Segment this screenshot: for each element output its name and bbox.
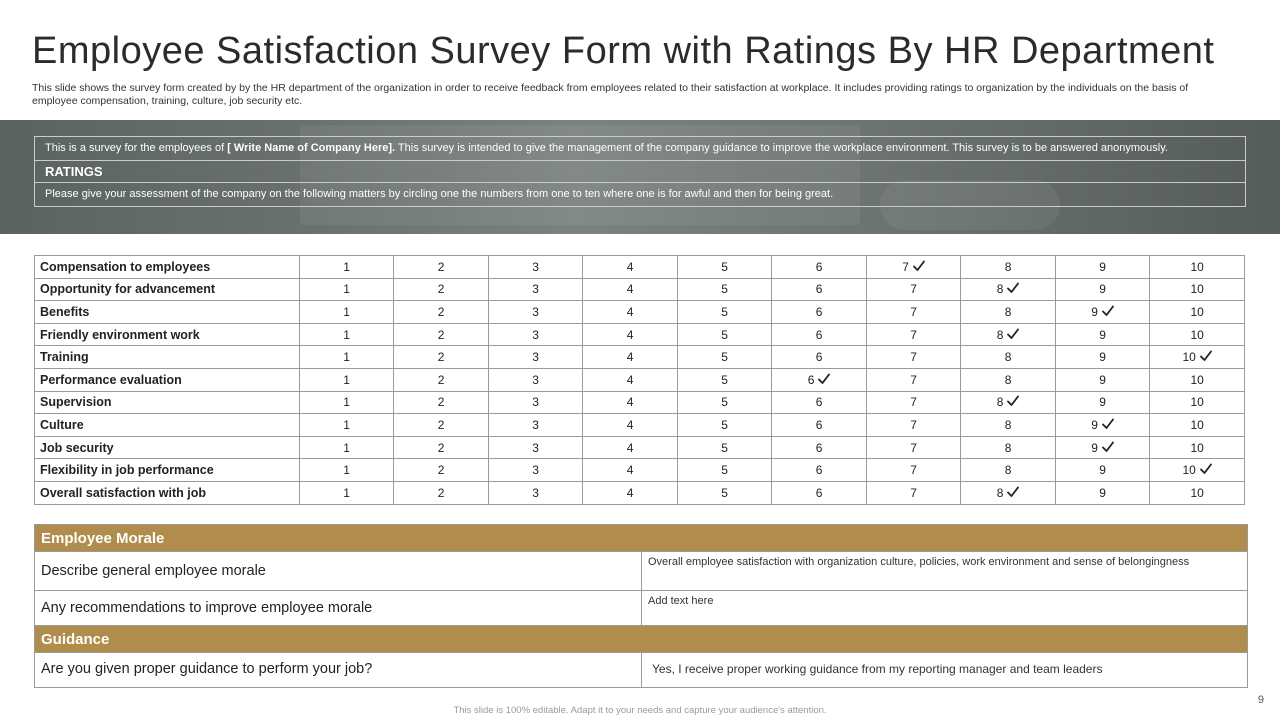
rating-value: 7 (902, 259, 909, 274)
rating-option[interactable] (1055, 414, 1150, 437)
rating-option[interactable] (1150, 481, 1245, 504)
rating-option[interactable] (772, 301, 867, 324)
rating-option[interactable] (677, 391, 772, 414)
rating-value: 2 (437, 372, 445, 387)
rating-option[interactable] (1055, 278, 1150, 301)
banner-background (0, 120, 1280, 234)
checkmark-icon (1098, 418, 1114, 432)
survey-intro-box (34, 136, 1246, 207)
rating-value: 6 (815, 259, 823, 274)
rating-value: 3 (532, 327, 539, 342)
rating-value: 5 (721, 372, 728, 387)
rating-option[interactable] (677, 414, 772, 437)
rating-option[interactable] (866, 256, 961, 279)
rating-option[interactable] (1055, 301, 1150, 324)
rating-value: 4 (626, 282, 634, 297)
rating-value: 6 (815, 417, 823, 432)
rating-value: 3 (532, 304, 539, 319)
ratings-instructions: Please give your assessment of the company on the following matters by circling one the numbers from one to ten where one is for awful and then for being great. (45, 188, 834, 200)
rating-value: 5 (721, 350, 728, 365)
checkmark-icon (814, 373, 830, 387)
rating-option[interactable] (1150, 391, 1245, 414)
rating-value: 3 (532, 417, 539, 432)
rating-option[interactable] (583, 391, 678, 414)
rating-value: 3 (532, 282, 539, 297)
rating-label: Supervision (35, 391, 300, 414)
rating-value: 5 (721, 395, 728, 410)
rating-value: 10 (1190, 327, 1204, 342)
rating-value: 1 (343, 395, 350, 410)
rating-option[interactable] (961, 278, 1056, 301)
rating-option[interactable] (866, 301, 961, 324)
rating-option[interactable] (299, 459, 394, 482)
rating-value: 5 (721, 327, 728, 342)
rating-value: 7 (910, 463, 917, 478)
rating-option[interactable] (772, 481, 867, 504)
rating-option[interactable] (394, 346, 489, 369)
rating-option[interactable] (583, 436, 678, 459)
rating-value: 2 (437, 304, 445, 319)
guidance-answer[interactable]: Yes, I receive proper working guidance from my reporting manager and team leaders (652, 662, 1103, 676)
rating-label: Training (35, 346, 300, 369)
rating-option[interactable] (677, 368, 772, 391)
rating-option[interactable] (961, 414, 1056, 437)
rating-option[interactable] (299, 278, 394, 301)
rating-option[interactable] (488, 436, 583, 459)
rating-option[interactable] (394, 414, 489, 437)
rating-option[interactable] (1150, 301, 1245, 324)
rating-option[interactable] (1055, 436, 1150, 459)
rating-value: 1 (343, 417, 350, 432)
rating-value: 2 (437, 463, 445, 478)
rating-value: 10 (1190, 304, 1204, 319)
rating-row (35, 368, 1245, 391)
rating-value: 9 (1099, 350, 1106, 365)
rating-value: 8 (1004, 372, 1012, 387)
rating-value: 6 (807, 372, 815, 387)
rating-value: 2 (437, 350, 445, 365)
rating-value: 7 (910, 440, 917, 455)
checkmark-icon (1003, 282, 1019, 296)
rating-value: 4 (626, 463, 634, 478)
rating-value: 8 (996, 327, 1004, 342)
rating-option[interactable] (299, 256, 394, 279)
rating-row (35, 256, 1245, 279)
rating-value: 4 (626, 259, 634, 274)
ratings-heading: RATINGS (35, 161, 1245, 183)
rating-option[interactable] (961, 346, 1056, 369)
rating-value: 10 (1190, 282, 1204, 297)
rating-value: 1 (343, 259, 350, 274)
rating-value: 4 (626, 417, 634, 432)
rating-value: 2 (437, 440, 445, 455)
rating-option[interactable] (299, 391, 394, 414)
rating-option[interactable] (1150, 414, 1245, 437)
rating-value: 6 (815, 440, 823, 455)
rating-option[interactable] (1150, 368, 1245, 391)
rating-label: Benefits (35, 301, 300, 324)
rating-row (35, 323, 1245, 346)
rating-value: 9 (1099, 485, 1106, 500)
rating-option[interactable] (772, 256, 867, 279)
rating-option[interactable] (677, 301, 772, 324)
rating-value: 4 (626, 372, 634, 387)
rating-value: 10 (1190, 417, 1204, 432)
rating-value: 7 (910, 304, 917, 319)
morale-question: Describe general employee morale (35, 552, 642, 590)
rating-label: Flexibility in job performance (35, 459, 300, 482)
rating-value: 3 (532, 485, 539, 500)
rating-value: 3 (532, 259, 539, 274)
rating-value: 6 (815, 350, 823, 365)
rating-value: 10 (1190, 372, 1204, 387)
rating-option[interactable] (677, 278, 772, 301)
rating-option[interactable] (961, 459, 1056, 482)
rating-value: 2 (437, 327, 445, 342)
rating-row (35, 481, 1245, 504)
rating-value: 8 (1004, 259, 1012, 274)
checkmark-icon (1003, 486, 1019, 500)
rating-value: 4 (626, 440, 634, 455)
rating-option[interactable] (394, 391, 489, 414)
rating-option[interactable] (488, 481, 583, 504)
rating-value: 7 (910, 395, 917, 410)
checkmark-icon (1003, 328, 1019, 342)
rating-option[interactable] (583, 368, 678, 391)
rating-value: 9 (1099, 372, 1106, 387)
rating-value: 10 (1190, 395, 1204, 410)
rating-option[interactable] (772, 346, 867, 369)
rating-value: 1 (343, 282, 350, 297)
rating-value: 5 (721, 440, 728, 455)
rating-label: Opportunity for advancement (35, 278, 300, 301)
rating-option[interactable] (961, 323, 1056, 346)
rating-row (35, 414, 1245, 437)
rating-option[interactable] (488, 301, 583, 324)
rating-value: 9 (1091, 440, 1098, 455)
rating-option[interactable] (1055, 256, 1150, 279)
employee-morale-heading: Employee Morale (35, 525, 1247, 551)
ratings-table (34, 255, 1245, 505)
rating-option[interactable] (394, 278, 489, 301)
rating-value: 10 (1182, 463, 1196, 478)
rating-value: 9 (1091, 417, 1098, 432)
rating-option[interactable] (299, 368, 394, 391)
rating-option[interactable] (866, 481, 961, 504)
morale-row (35, 551, 1247, 590)
rating-value: 9 (1099, 395, 1106, 410)
rating-option[interactable] (488, 391, 583, 414)
rating-value: 9 (1099, 259, 1106, 274)
rating-value: 2 (437, 485, 445, 500)
rating-option[interactable] (299, 301, 394, 324)
rating-option[interactable] (866, 391, 961, 414)
rating-option[interactable] (1055, 481, 1150, 504)
rating-label: Performance evaluation (35, 368, 300, 391)
rating-value: 9 (1099, 463, 1106, 478)
rating-option[interactable] (961, 256, 1056, 279)
rating-value: 2 (437, 395, 445, 410)
rating-value: 3 (532, 395, 539, 410)
footer-note: This slide is 100% editable. Adapt it to your needs and capture your audience's attention. (453, 705, 827, 716)
slide-title: Employee Satisfaction Survey Form with Ratings By HR Department (32, 30, 1215, 72)
rating-option[interactable] (772, 436, 867, 459)
morale-section (34, 524, 1248, 688)
rating-option[interactable] (961, 436, 1056, 459)
rating-option[interactable] (1150, 256, 1245, 279)
checkmark-icon (1098, 441, 1114, 455)
rating-label: Compensation to employees (35, 256, 300, 279)
checkmark-icon (1196, 463, 1212, 477)
rating-option[interactable] (866, 436, 961, 459)
rating-value: 3 (532, 372, 539, 387)
rating-row (35, 278, 1245, 301)
rating-value: 9 (1099, 282, 1106, 297)
rating-value: 8 (1004, 304, 1012, 319)
rating-option[interactable] (961, 481, 1056, 504)
rating-option[interactable] (1150, 278, 1245, 301)
rating-option[interactable] (299, 436, 394, 459)
rating-value: 8 (1004, 417, 1012, 432)
rating-option[interactable] (1150, 436, 1245, 459)
rating-value: 1 (343, 350, 350, 365)
rating-option[interactable] (1055, 391, 1150, 414)
rating-value: 7 (910, 372, 917, 387)
rating-value: 6 (815, 282, 823, 297)
rating-option[interactable] (772, 323, 867, 346)
rating-value: 2 (437, 259, 445, 274)
rating-option[interactable] (961, 368, 1056, 391)
rating-option[interactable] (299, 481, 394, 504)
rating-value: 4 (626, 485, 634, 500)
rating-option[interactable] (394, 301, 489, 324)
rating-option[interactable] (488, 278, 583, 301)
rating-option[interactable] (394, 368, 489, 391)
rating-option[interactable] (1055, 459, 1150, 482)
rating-option[interactable] (1150, 323, 1245, 346)
rating-value: 7 (910, 485, 917, 500)
rating-value: 3 (532, 463, 539, 478)
rating-option[interactable] (394, 436, 489, 459)
rating-row (35, 301, 1245, 324)
rating-option[interactable] (677, 256, 772, 279)
rating-option[interactable] (677, 436, 772, 459)
morale-answer[interactable]: Overall employee satisfaction with organization culture, policies, work environment and sense of belongingness (648, 556, 1190, 568)
rating-option[interactable] (866, 346, 961, 369)
rating-value: 3 (532, 350, 539, 365)
rating-label: Job security (35, 436, 300, 459)
guidance-question: Are you given proper guidance to perform your job? (35, 653, 642, 687)
rating-option[interactable] (677, 481, 772, 504)
rating-row (35, 459, 1245, 482)
rating-value: 1 (343, 463, 350, 478)
rating-option[interactable] (866, 323, 961, 346)
rating-value: 5 (721, 485, 728, 500)
rating-option[interactable] (583, 323, 678, 346)
morale-row (35, 590, 1247, 625)
rating-option[interactable] (583, 346, 678, 369)
rating-option[interactable] (772, 368, 867, 391)
rating-option[interactable] (583, 301, 678, 324)
rating-row (35, 436, 1245, 459)
rating-option[interactable] (488, 459, 583, 482)
rating-value: 8 (996, 395, 1004, 410)
rating-option[interactable] (299, 346, 394, 369)
rating-option[interactable] (299, 323, 394, 346)
rating-option[interactable] (583, 256, 678, 279)
rating-option[interactable] (961, 301, 1056, 324)
rating-value: 5 (721, 417, 728, 432)
slide-subtitle: This slide shows the survey form created by by the HR department of the organization in order to receive feedback from employees related to their satisfaction at workplace. It includes providing ratings to organization by the individuals on the basis of employee compensation, training, culture, job security etc. (32, 82, 1189, 107)
rating-value: 4 (626, 304, 634, 319)
checkmark-icon (1098, 305, 1114, 319)
rating-value: 5 (721, 282, 728, 297)
checkmark-icon (909, 260, 925, 274)
rating-value: 10 (1190, 259, 1204, 274)
rating-value: 4 (626, 350, 634, 365)
rating-value: 3 (532, 440, 539, 455)
rating-value: 9 (1099, 327, 1106, 342)
rating-option[interactable] (394, 323, 489, 346)
rating-option[interactable] (866, 278, 961, 301)
checkmark-icon (1196, 350, 1212, 364)
rating-option[interactable] (488, 368, 583, 391)
rating-label: Culture (35, 414, 300, 437)
rating-value: 1 (343, 372, 350, 387)
rating-value: 6 (815, 485, 823, 500)
rating-value: 2 (437, 282, 445, 297)
rating-value: 4 (626, 327, 634, 342)
rating-option[interactable] (1150, 346, 1245, 369)
rating-option[interactable] (583, 414, 678, 437)
rating-label: Friendly environment work (35, 323, 300, 346)
rating-option[interactable] (394, 256, 489, 279)
rating-option[interactable] (583, 481, 678, 504)
rating-value: 7 (910, 282, 917, 297)
rating-value: 9 (1091, 304, 1098, 319)
rating-option[interactable] (394, 459, 489, 482)
rating-value: 1 (343, 440, 350, 455)
rating-option[interactable] (677, 346, 772, 369)
rating-option[interactable] (583, 278, 678, 301)
rating-option[interactable] (583, 459, 678, 482)
rating-option[interactable] (772, 414, 867, 437)
rating-row (35, 391, 1245, 414)
rating-value: 6 (815, 304, 823, 319)
survey-intro: This is a survey for the employees of [ Write Name of Company Here]. This survey is intended to give the management of the company guidance to improve the workplace environment. This survey is to be answered anonymously. (35, 137, 1245, 161)
rating-value: 7 (910, 327, 917, 342)
rating-label: Overall satisfaction with job (35, 481, 300, 504)
rating-option[interactable] (488, 323, 583, 346)
rating-value: 8 (1004, 440, 1012, 455)
rating-option[interactable] (866, 414, 961, 437)
rating-value: 8 (996, 485, 1004, 500)
page-number: 9 (1257, 694, 1264, 706)
rating-option[interactable] (866, 368, 961, 391)
rating-value: 6 (815, 395, 823, 410)
rating-option[interactable] (488, 256, 583, 279)
checkmark-icon (1003, 395, 1019, 409)
rating-value: 1 (343, 327, 350, 342)
rating-value: 10 (1182, 350, 1196, 365)
rating-option[interactable] (1055, 346, 1150, 369)
rating-value: 6 (815, 463, 823, 478)
rating-option[interactable] (772, 459, 867, 482)
rating-option[interactable] (961, 391, 1056, 414)
rating-option[interactable] (488, 346, 583, 369)
rating-value: 6 (815, 327, 823, 342)
rating-option[interactable] (1150, 459, 1245, 482)
morale-answer[interactable]: Add text here (648, 595, 714, 607)
rating-option[interactable] (1055, 368, 1150, 391)
rating-value: 1 (343, 485, 350, 500)
guidance-row (35, 652, 1247, 687)
rating-value: 5 (721, 463, 728, 478)
morale-question: Any recommendations to improve employee morale (35, 591, 642, 625)
rating-value: 5 (721, 304, 728, 319)
rating-option[interactable] (677, 323, 772, 346)
rating-value: 4 (626, 395, 634, 410)
rating-option[interactable] (772, 391, 867, 414)
rating-option[interactable] (299, 414, 394, 437)
rating-value: 8 (1004, 350, 1012, 365)
rating-row (35, 346, 1245, 369)
rating-option[interactable] (488, 414, 583, 437)
rating-option[interactable] (866, 459, 961, 482)
rating-value: 7 (910, 417, 917, 432)
rating-option[interactable] (677, 459, 772, 482)
rating-option[interactable] (394, 481, 489, 504)
rating-option[interactable] (1055, 323, 1150, 346)
rating-value: 7 (910, 350, 917, 365)
rating-value: 1 (343, 304, 350, 319)
rating-value: 8 (1004, 463, 1012, 478)
rating-value: 10 (1190, 485, 1204, 500)
guidance-heading: Guidance (35, 625, 1247, 652)
rating-value: 8 (996, 282, 1004, 297)
rating-value: 5 (721, 259, 728, 274)
rating-value: 10 (1190, 440, 1204, 455)
rating-value: 2 (437, 417, 445, 432)
rating-option[interactable] (772, 278, 867, 301)
